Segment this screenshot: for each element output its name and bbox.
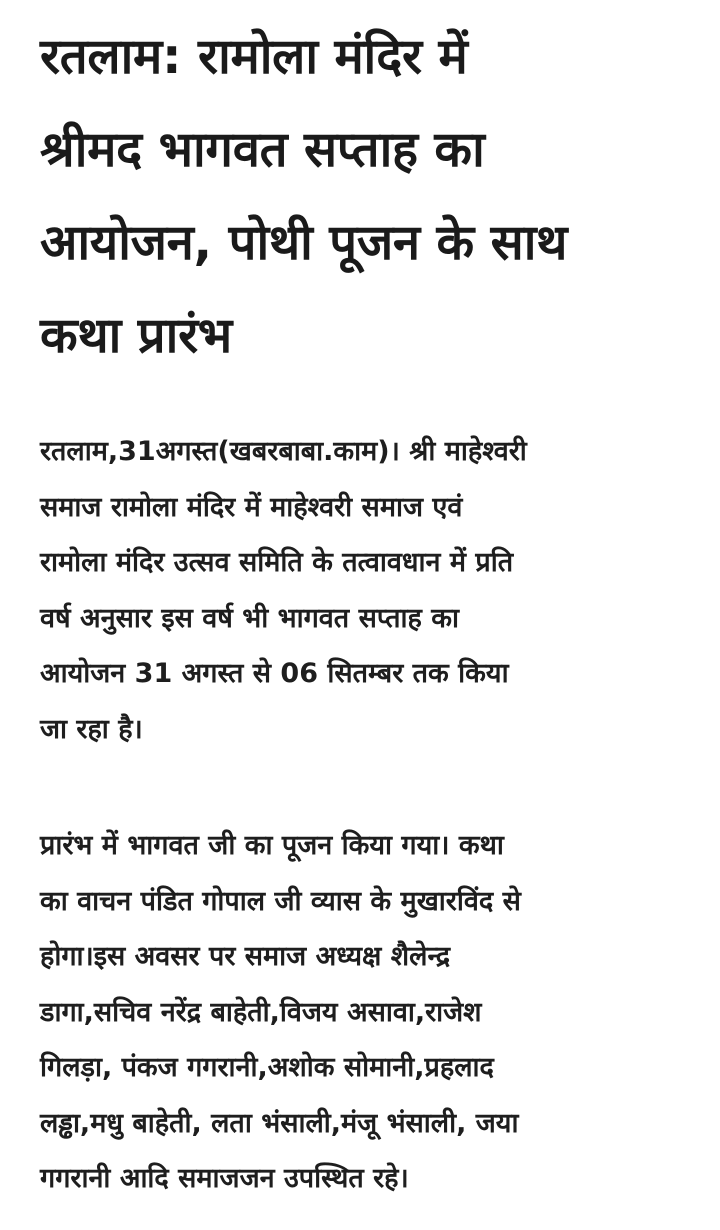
- paragraph-line: गिलड़ा, पंकज गगरानी,अशोक सोमानी,प्रहलाद: [40, 1052, 494, 1083]
- paragraph-line: रतलाम,31अगस्त(खबरबाबा.काम)। श्री माहेश्वरी: [40, 436, 527, 467]
- paragraph-line: प्रारंभ में भागवत जी का पूजन किया गया। कथा: [40, 830, 504, 861]
- paragraph-line: लड्ढा,मधु बाहेती, लता भंसाली,मंजू भंसाली, जया: [40, 1107, 519, 1139]
- paragraph-line: जा रहा है।: [40, 713, 143, 745]
- article-paragraph-1: [40, 424, 700, 757]
- article-headline: [40, 0, 700, 382]
- paragraph-line: रामोला मंदिर उत्सव समिति के तत्वावधान में प्रति: [40, 547, 514, 578]
- paragraph-line: होगा।इस अवसर पर समाज अध्यक्ष शैलेन्द्र: [40, 941, 451, 972]
- headline-line: श्रीमद भागवत सप्ताह का: [40, 121, 485, 178]
- headline-line: आयोजन, पोथी पूजन के साथ: [40, 214, 568, 271]
- paragraph-line: गगरानी आदि समाजजन उपस्थित रहे।: [40, 1163, 409, 1194]
- headline-line: कथा प्रारंभ: [40, 307, 232, 364]
- paragraph-line: वर्ष अनुसार इस वर्ष भी भागवत सप्ताह का: [40, 602, 460, 634]
- paragraph-line: का वाचन पंडित गोपाल जी व्यास के मुखारविंद से: [40, 885, 521, 917]
- article-paragraph-2: [40, 818, 700, 1207]
- paragraph-line: आयोजन 31 अगस्त से 06 सितम्बर तक किया: [40, 658, 509, 689]
- news-article: [40, 0, 700, 1194]
- paragraph-line: डागा,सचिव नरेंद्र बाहेती,विजय असावा,राजेश: [40, 996, 482, 1028]
- headline-line: रतलाम: रामोला मंदिर में: [40, 28, 468, 85]
- paragraph-line: समाज रामोला मंदिर में माहेश्वरी समाज एवं: [40, 491, 463, 523]
